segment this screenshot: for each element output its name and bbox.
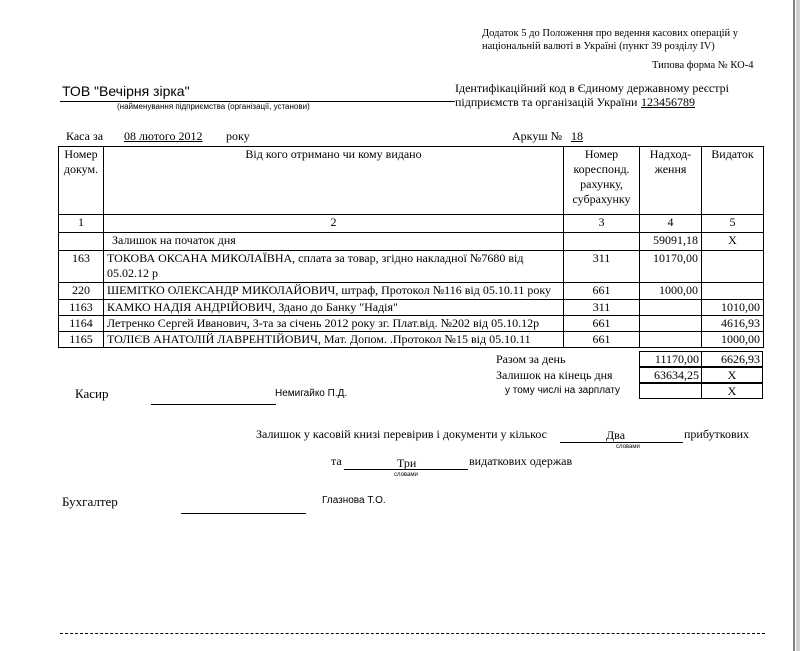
- day-total-income: 11170,00: [639, 351, 702, 367]
- check-text-1-end: прибуткових: [684, 427, 750, 441]
- salary-income-box: [639, 383, 702, 399]
- opening-balance-row: [59, 233, 764, 251]
- row-income: 1000,00: [640, 283, 702, 300]
- id-label-1: Ідентифікаційний код в Єдиному державному реєстрі: [455, 81, 729, 95]
- row-expense: [702, 283, 764, 300]
- col-number: 1: [59, 215, 104, 233]
- column-numbers-row: [59, 215, 764, 233]
- appendix-line-2: національній валюті в Україні (пункт 39 розділу IV): [482, 41, 715, 52]
- check-count-1-underline: [560, 442, 683, 443]
- row-income: 10170,00: [640, 251, 702, 283]
- check-and: та: [331, 454, 342, 468]
- col-number: 2: [104, 215, 564, 233]
- sheet-number: 18: [571, 129, 583, 143]
- col-number: 4: [640, 215, 702, 233]
- table-header-row: [59, 147, 764, 215]
- row-expense: 4616,93: [702, 316, 764, 332]
- form-type: Типова форма № КО-4: [652, 60, 754, 71]
- check-count-2: Три: [397, 456, 417, 470]
- org-name: ТОВ "Вечірня зірка": [62, 83, 190, 99]
- end-balance-label: Залишок на кінець дня: [496, 368, 613, 382]
- row-account: 311: [564, 251, 640, 283]
- row-doc-no: 1163: [59, 300, 104, 316]
- org-caption: (найменування підприємства (організації, установи): [117, 102, 310, 111]
- end-balance-income: 63634,25: [639, 367, 702, 383]
- row-doc-no: 163: [59, 251, 104, 283]
- cashier-signature-line: [151, 404, 276, 405]
- day-total-expense: 6626,93: [701, 351, 763, 367]
- row-expense: 1010,00: [702, 300, 764, 316]
- row-account: 661: [564, 283, 640, 300]
- salary-label: у тому числі на зарплату: [505, 385, 621, 396]
- page-shadow: [796, 0, 800, 651]
- table-row: [59, 300, 764, 316]
- row-income: [640, 300, 702, 316]
- row-description: Летренко Сергей Иванович, З-та за січень 2012 року зг. Плат.від. №202 від 05.10.12р: [104, 316, 564, 332]
- cash-ledger-table: [58, 146, 764, 348]
- header-doc-no: Номер докум.: [59, 147, 104, 215]
- row-doc-no: 1165: [59, 332, 104, 348]
- appendix-line-1: Додаток 5 до Положення про ведення касових операцій у: [482, 28, 739, 39]
- row-doc-no: 220: [59, 283, 104, 300]
- row-description: ТОКОВА ОКСАНА МИКОЛАЇВНА, сплата за товар, згідно накладної №7680 від 05.02.12 р: [104, 251, 564, 283]
- row-income: [640, 316, 702, 332]
- row-description: ШЕМІТКО ОЛЕКСАНДР МИКОЛАЙОВИЧ, штраф, Протокол №116 від 05.10.11 року: [104, 283, 564, 300]
- row-description: КАМКО НАДІЯ АНДРІЙОВИЧ, Здано до Банку "Надія": [104, 300, 564, 316]
- row-account: 311: [564, 300, 640, 316]
- table-row: [59, 251, 764, 283]
- cash-label: Каса за: [66, 129, 104, 143]
- salary-expense: X: [701, 383, 763, 399]
- cut-line: [60, 633, 765, 634]
- page-edge: [793, 0, 795, 651]
- row-account: 661: [564, 332, 640, 348]
- cash-date: 08 лютого 2012: [124, 129, 203, 143]
- cashier-name: Немигайко П.Д.: [275, 388, 348, 399]
- table-row: [59, 332, 764, 348]
- cash-year-word: року: [226, 129, 250, 143]
- opening-balance-income: 59091,18: [640, 233, 702, 251]
- check-count-2-underline: [344, 469, 468, 470]
- day-total-label: Разом за день: [496, 352, 566, 366]
- check-text-2: видаткових одержав: [469, 454, 573, 468]
- id-code: 123456789: [641, 95, 695, 109]
- check-caption-2: словами: [394, 472, 418, 478]
- table-row: [59, 316, 764, 332]
- col-number: 5: [702, 215, 764, 233]
- row-doc-no: 1164: [59, 316, 104, 332]
- header-income: Надход-ження: [640, 147, 702, 215]
- row-income: [640, 332, 702, 348]
- check-count-1: Два: [606, 428, 626, 442]
- sheet-label: Аркуш №: [512, 129, 563, 143]
- check-text-1: Залишок у касовій книзі перевірив і документи у кількос: [256, 427, 547, 441]
- accountant-signature-line: [181, 513, 306, 514]
- header-expense: Видаток: [702, 147, 764, 215]
- cashier-label: Касир: [75, 386, 109, 401]
- header-corr-account: Номер кореспонд. рахунку, субрахунку: [564, 147, 640, 215]
- col-number: 3: [564, 215, 640, 233]
- row-description: ТОЛІЄВ АНАТОЛІЙ ЛАВРЕНТІЙОВИЧ, Мат. Допом. .Протокол №15 від 05.10.11: [104, 332, 564, 348]
- end-balance-expense: X: [701, 367, 763, 383]
- header-from-to: Від кого отримано чи кому видано: [104, 147, 564, 215]
- row-account: 661: [564, 316, 640, 332]
- opening-balance-expense: X: [702, 233, 764, 251]
- row-expense: [702, 251, 764, 283]
- table-row: [59, 283, 764, 300]
- accountant-name: Глазнова Т.О.: [322, 495, 386, 506]
- accountant-label: Бухгалтер: [62, 494, 118, 509]
- id-label-2: підприємств та організацій України: [455, 95, 638, 109]
- row-expense: 1000,00: [702, 332, 764, 348]
- check-caption-1: словами: [616, 444, 640, 450]
- opening-balance-label: Залишок на початок дня: [104, 233, 564, 251]
